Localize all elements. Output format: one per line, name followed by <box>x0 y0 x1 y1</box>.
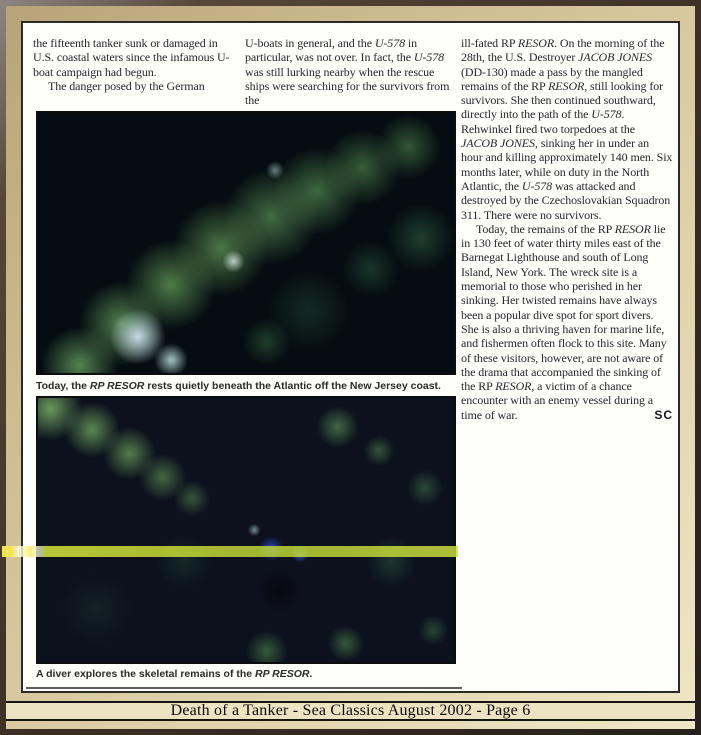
text-run: . Rehwinkel fired two torpedoes at the <box>461 107 636 136</box>
paragraph <box>33 79 235 93</box>
wreck-photo-caption <box>36 380 460 393</box>
italic-text-run: RESOR <box>548 78 585 93</box>
text-run: lie in 130 feet of water thirty miles east of the Barnegat Lighthouse and south of Long Island, New York. The wreck site is a memorial to those who perished in her sinking. Her twisted remains have always been a popular dive spot for sport divers. She is also a thriving haven for marine life, and fishermen often flock to this site. Many of these visitors, however, are not aware of the drama that accompanied the sinking of the RP <box>461 221 667 394</box>
paragraph <box>33 36 235 79</box>
text-run: A diver explores the skeletal remains of the <box>36 668 256 680</box>
page-content <box>23 23 678 691</box>
diver-photo-caption <box>36 668 460 681</box>
italic-text-run: RESOR <box>517 36 555 50</box>
caption-divider-rule <box>26 687 462 689</box>
text-run: rests quietly beneath the Atlantic off the New Jersey coast. <box>144 380 441 392</box>
italic-text-run: JACOB JONES <box>461 136 535 151</box>
text-run: Today, the remains of the RP <box>476 221 615 236</box>
text-run: The danger posed by the German <box>48 78 205 93</box>
italic-text-run: RESOR <box>495 379 532 394</box>
text-run: , sinking her in under an hour and killing approximately 140 men. Six months later, while on duty in the North Atlantic, the <box>461 136 673 193</box>
italic-text-run: RESOR <box>614 221 651 236</box>
italic-text-run: RP RESOR <box>255 668 310 680</box>
text-run: ill-fated RP <box>461 36 518 50</box>
italic-text-run: U-578 <box>374 36 405 50</box>
text-run: was attacked and destroyed by the Czechoslovakian Squadron 311. There were no survivors. <box>461 178 671 222</box>
text-run: Today, the <box>36 380 90 392</box>
page <box>21 21 680 693</box>
text-run: , still looking for survivors. She then continued southward, directly into the path of the <box>461 78 664 122</box>
footer-title: Death of a Tanker - Sea Classics August 2002 - Page 6 <box>170 702 531 719</box>
inner-tan-frame <box>6 6 695 729</box>
text-run: U-boats in general, and the <box>245 36 375 50</box>
text-run: , a victim of a chance encounter with an enemy vessel during a time of war. <box>461 379 654 422</box>
italic-text-run: U-578 <box>521 178 553 193</box>
wreck-photo <box>36 111 456 375</box>
diver-photo <box>36 396 456 664</box>
italic-text-run: U-578 <box>591 107 622 122</box>
scan-artifact-stripe <box>2 546 458 557</box>
italic-text-run: RP RESOR <box>89 380 145 392</box>
paragraph <box>245 36 451 107</box>
article-column-right <box>461 36 673 422</box>
paragraph <box>461 222 673 422</box>
end-of-article-mark: SC <box>654 407 673 422</box>
text-run: the fifteenth tanker sunk or damaged in U.S. coastal waters since the infamous U-boat campaign had begun. <box>33 36 230 79</box>
text-run: in particular, was not over. In fact, the <box>245 36 418 65</box>
italic-text-run: U-578 <box>413 50 445 65</box>
article-column-middle <box>245 36 451 107</box>
footer-title-bar <box>6 701 695 721</box>
article-column-left <box>33 36 235 93</box>
text-run: . <box>309 668 313 680</box>
text-run: . On the morning of the 28th, the U.S. Destroyer <box>461 36 665 65</box>
italic-text-run: JACOB JONES <box>578 50 653 65</box>
paragraph <box>461 36 673 222</box>
text-run: was still lurking nearby when the rescue ships were searching for the survivors from the <box>245 64 450 108</box>
text-run: (DD-130) made a pass by the mangled remains of the RP <box>461 64 643 93</box>
